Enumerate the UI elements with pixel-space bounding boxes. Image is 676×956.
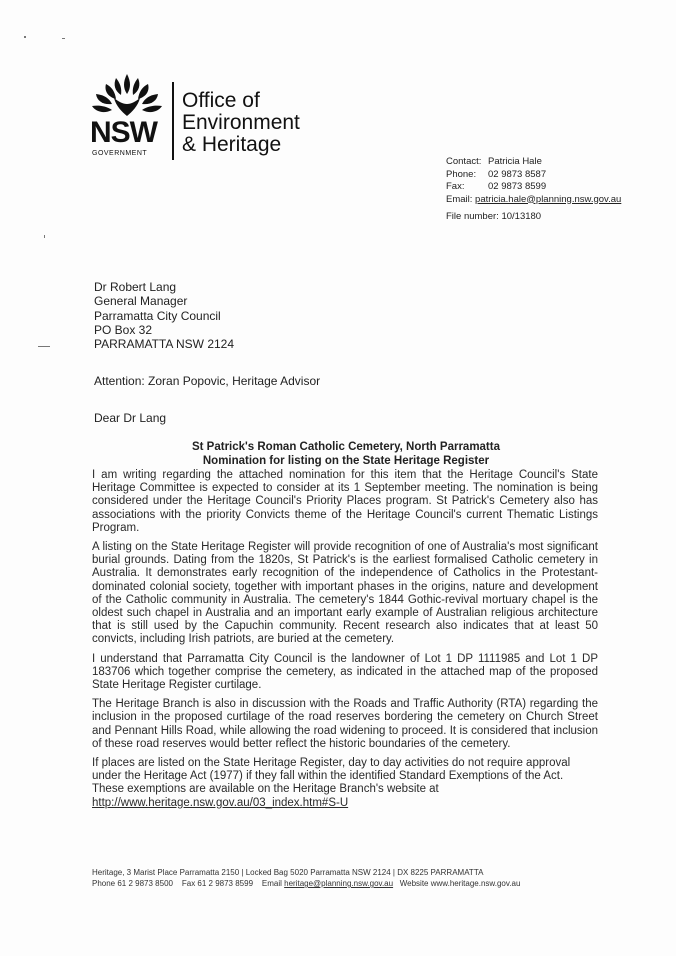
subject-heading xyxy=(94,440,598,468)
body-paragraph: I am writing regarding the attached nomination for this item that the Heritage Council's State Heritage Committee is expected to consider at its 1 September meeting. The nomination is being considered under the Heritage Council's Priority Places program. St Patrick's Cemetery also has associations with the priority Convicts theme of the Heritage Council's current Thematic Listings Program. xyxy=(92,469,598,534)
heritage-website-link[interactable]: http://www.heritage.nsw.gov.au/03_index.htm#S-U xyxy=(92,796,349,809)
body-paragraph-text: If places are listed on the State Heritage Register, day to day activities do not require approval under the Heritage Act (1977) if they fall within the identified Standard Exemptions of the Act. These exemptions are available on the Heritage Branch's website at xyxy=(92,757,571,796)
footer-phone-fax: Phone 61 2 9873 8500 Fax 61 2 9873 8599 Email xyxy=(92,879,285,888)
address-line: General Manager xyxy=(94,294,188,309)
address-line: PARRAMATTA NSW 2124 xyxy=(94,337,235,352)
contact-block xyxy=(446,156,621,224)
scan-speck xyxy=(44,235,45,238)
fax-row xyxy=(446,181,621,194)
contact-name: Patricia Hale xyxy=(488,156,542,167)
fax-label: Fax: xyxy=(446,181,465,192)
scan-speck xyxy=(62,38,65,39)
office-line: Environment xyxy=(182,111,300,134)
address-line: Dr Robert Lang xyxy=(94,280,177,294)
file-number-row xyxy=(446,211,621,224)
footer-address: Heritage, 3 Marist Place Parramatta 2150 | Locked Bag 5020 Parramatta NSW 2124 | DX 8225 PARRAMATTA xyxy=(92,868,484,877)
email-row xyxy=(446,194,621,207)
email-label: Email: xyxy=(446,193,473,205)
body-paragraph xyxy=(92,757,598,810)
file-number-label: File number: xyxy=(446,211,499,222)
body-paragraph: The Heritage Branch is also in discussion with the Roads and Traffic Authority (RTA) regarding the inclusion in the proposed curtilage of the road reserves bordering the cemetery on Church Street and Pennant Hills Road, while allowing the road widening to proceed. It is considered that inclusion of these road reserves would better reflect the historic boundaries of the cemetery. xyxy=(92,698,598,750)
subject-line: Nomination for listing on the State Heritage Register xyxy=(202,455,490,467)
logo-divider xyxy=(172,82,174,160)
scan-speck xyxy=(24,36,26,38)
email-link[interactable]: patricia.hale@planning.nsw.gov.au xyxy=(475,193,622,205)
address-line: PO Box 32 xyxy=(94,322,153,337)
address-line: Parramatta City Council xyxy=(94,308,221,323)
waratah-icon xyxy=(88,72,166,122)
footer-email-link[interactable]: heritage@planning.nsw.gov.au xyxy=(284,879,394,888)
body-paragraph: A listing on the State Heritage Register will provide recognition of one of Australia's most significant burial grounds. Dating from the 1820s, St Patrick's is the earliest formalised Catholic cemetery in Australia. It demonstrates early recognition of the independence of Catholics in the Protestant-dominated colonial society, together with important phases in the origins, nature and development of the Catholic community in Australia. The cemetery's 1844 Gothic-revival mortuary chapel is the oldest such chapel in Australia and an important early example of Australian religious architecture that is still used by the Capuchin community. Recent research also indicates that at least 50 convicts, including Irish patriots, are buried at the cemetery. xyxy=(92,541,598,646)
nsw-government-logo xyxy=(88,72,328,162)
footer-contact xyxy=(92,878,520,889)
phone-row xyxy=(446,169,621,182)
attention-line: Attention: Zoran Popovic, Heritage Advisor xyxy=(94,374,321,388)
office-line: & Heritage xyxy=(182,133,282,156)
contact-row xyxy=(446,156,621,169)
footer-website: Website www.heritage.nsw.gov.au xyxy=(393,879,521,888)
file-number-value: 10/13180 xyxy=(501,211,542,222)
recipient-address xyxy=(94,280,234,351)
office-line: Office of xyxy=(182,89,260,112)
nsw-wordmark: NSW xyxy=(90,116,157,149)
fax-number: 02 9873 8599 xyxy=(488,181,547,192)
government-wordmark: GOVERNMENT xyxy=(92,150,148,157)
letter-body xyxy=(92,469,598,816)
contact-label: Contact: xyxy=(446,156,482,167)
phone-number: 02 9873 8587 xyxy=(488,168,547,180)
letter-footer xyxy=(92,867,520,889)
office-name xyxy=(182,90,300,156)
phone-label: Phone: xyxy=(446,168,477,180)
body-paragraph: I understand that Parramatta City Council is the landowner of Lot 1 DP 1111985 and Lot 1 DP 183706 which together comprise the cemetery, as indicated in the attached map of the proposed State Heritage Register curtilage. xyxy=(92,652,598,692)
salutation: Dear Dr Lang xyxy=(94,411,167,425)
subject-line: St Patrick's Roman Catholic Cemetery, North Parramatta xyxy=(191,441,500,453)
scan-speck xyxy=(38,346,50,347)
